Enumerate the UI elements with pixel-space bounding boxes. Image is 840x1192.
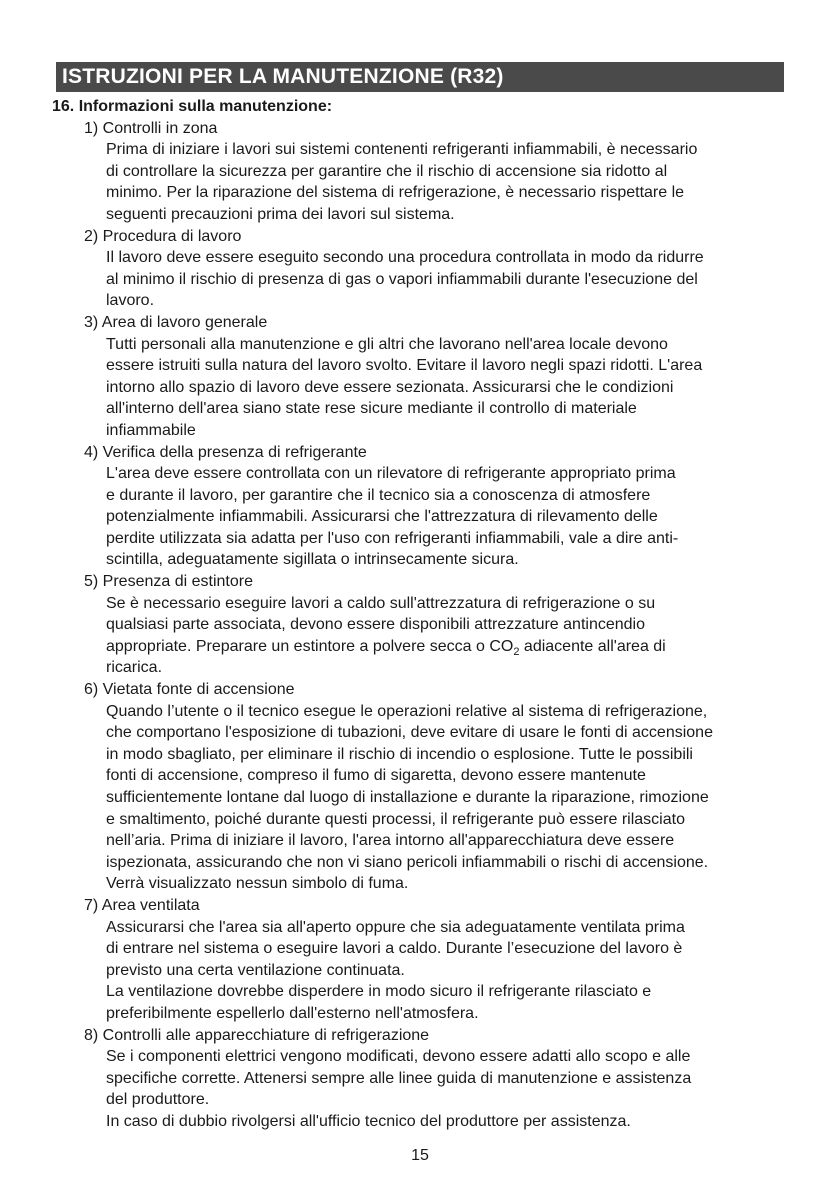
item-title: 1) Controlli in zona	[84, 119, 218, 137]
maintenance-item	[84, 118, 784, 226]
item-text-line: seguenti precauzioni prima dei lavori sul sistema.	[106, 205, 455, 223]
item-title: 4) Verifica della presenza di refrigerante	[84, 443, 367, 461]
item-title: 2) Procedura di lavoro	[84, 227, 242, 245]
maintenance-item	[84, 312, 784, 442]
item-text-line: specifiche corrette. Attenersi sempre alle linee guida di manutenzione e assistenza	[106, 1069, 692, 1087]
item-text-line: ricarica.	[106, 659, 163, 677]
item-text-line: sufficientemente lontane dal luogo di installazione e durante la riparazione, rimozione	[106, 789, 709, 806]
item-text-line: preferibilmente espellerlo dall'esterno nell'atmosfera.	[106, 1004, 479, 1022]
item-text-line: all'interno dell'area siano state rese sicure mediante il controllo di materiale	[106, 400, 637, 418]
maintenance-item	[84, 571, 784, 679]
maintenance-items-list	[56, 118, 784, 1133]
item-text-line: Prima di iniziare i lavori sui sistemi contenenti refrigeranti infiammabili, è necessario	[106, 141, 698, 159]
maintenance-item	[84, 679, 784, 895]
item-text-line: essere istruiti sulla natura del lavoro svolto. Evitare il lavoro negli spazi ridotti. L'area	[106, 357, 703, 375]
section-heading: 16. Informazioni sulla manutenzione:	[52, 98, 333, 115]
item-text-line	[106, 636, 784, 658]
co2-text-before: appropriate. Preparare un estintore a polvere secca o CO	[106, 637, 514, 655]
item-text-line: qualsiasi parte associata, devono essere disponibili attrezzature antincendio	[106, 616, 645, 634]
item-text-line: minimo. Per la riparazione del sistema di refrigerazione, è necessario rispettare le	[106, 184, 685, 202]
item-text-line: lavoro.	[106, 292, 155, 310]
item-text-line: perdite utilizzata sia adatta per l'uso con refrigeranti infiammabili, vale a dire anti-	[106, 529, 679, 547]
item-text-line: La ventilazione dovrebbe disperdere in modo sicuro il refrigerante rilasciato e	[106, 983, 652, 1001]
item-title: 8) Controlli alle apparecchiature di refrigerazione	[84, 1026, 430, 1044]
item-text-line: intorno allo spazio di lavoro deve essere sezionata. Assicurarsi che le condizioni	[106, 378, 674, 396]
item-text-line: Assicurarsi che l'area sia all'aperto oppure che sia adeguatamente ventilata prima	[106, 918, 685, 936]
item-text-line: e smaltimento, poiché durante questi processi, il refrigerante può essere rilasciato	[106, 810, 685, 828]
item-text-line: Tutti personali alla manutenzione e gli altri che lavorano nell'area locale devono	[106, 335, 668, 353]
item-text-line: nell’aria. Prima di iniziare il lavoro, l'area intorno all'apparecchiatura deve essere	[106, 832, 675, 850]
item-text-line: L'area deve essere controllata con un rilevatore di refrigerante appropriato prima	[106, 465, 676, 483]
item-text-line: In caso di dubbio rivolgersi all'ufficio tecnico del produttore per assistenza.	[106, 1112, 631, 1130]
item-text-line: di entrare nel sistema o eseguire lavori a caldo. Durante l’esecuzione del lavoro è	[106, 940, 683, 958]
page-title: ISTRUZIONI PER LA MANUTENZIONE (R32)	[56, 62, 784, 92]
item-title: 3) Area di lavoro generale	[84, 313, 268, 331]
maintenance-item	[84, 1025, 784, 1133]
item-text-line: del produttore.	[106, 1091, 210, 1109]
item-text-line: Verrà visualizzato nessun simbolo di fuma.	[106, 875, 409, 893]
item-text-line: che comportano l'esposizione di tubazioni, deve evitare di usare le fonti di accensione	[106, 724, 713, 742]
item-text-line: ispezionata, assicurando che non vi siano pericoli infiammabili o rischi di accensione.	[106, 853, 709, 871]
item-text-line: scintilla, adeguatamente sigillata o intrinsecamente sicura.	[106, 551, 519, 569]
page-number: 15	[411, 1147, 429, 1164]
item-text-line: Se i componenti elettrici vengono modificati, devono essere adatti allo scopo e alle	[106, 1048, 691, 1066]
item-text-line: previsto una certa ventilazione continuata.	[106, 961, 405, 979]
maintenance-item	[84, 442, 784, 572]
item-text-line: e durante il lavoro, per garantire che il tecnico sia a conoscenza di atmosfere	[106, 486, 651, 504]
item-text-line: Se è necessario eseguire lavori a caldo sull'attrezzatura di refrigerazione o su	[106, 594, 656, 612]
manual-page	[52, 62, 784, 1133]
item-text-line: infiammabile	[106, 421, 196, 439]
item-title: 7) Area ventilata	[84, 896, 200, 914]
item-text-line: al minimo il rischio di presenza di gas o vapori infiammabili durante l'esecuzione del	[106, 270, 698, 288]
co2-text-after: adiacente all'area di	[519, 637, 666, 655]
item-text-line: Quando l’utente o il tecnico esegue le operazioni relative al sistema di refrigerazione,	[106, 702, 708, 720]
item-title: 5) Presenza di estintore	[84, 573, 253, 591]
item-text-line: Il lavoro deve essere eseguito secondo una procedura controllata in modo da ridurre	[106, 249, 704, 267]
co2-subscript: 2	[513, 646, 520, 659]
maintenance-item	[84, 895, 784, 1025]
item-text-line: di controllare la sicurezza per garantire che il rischio di accensione sia ridotto al	[106, 162, 668, 180]
item-text-line: fonti di accensione, compreso il fumo di sigaretta, devono essere mantenute	[106, 767, 646, 785]
item-text-line: potenzialmente infiammabili. Assicurarsi che l'attrezzatura di rilevamento delle	[106, 508, 658, 526]
item-title: 6) Vietata fonte di accensione	[84, 681, 295, 699]
item-text-line: in modo sbagliato, per eliminare il rischio di incendio o esplosione. Tutte le possibili	[106, 745, 693, 763]
maintenance-item	[84, 226, 784, 312]
